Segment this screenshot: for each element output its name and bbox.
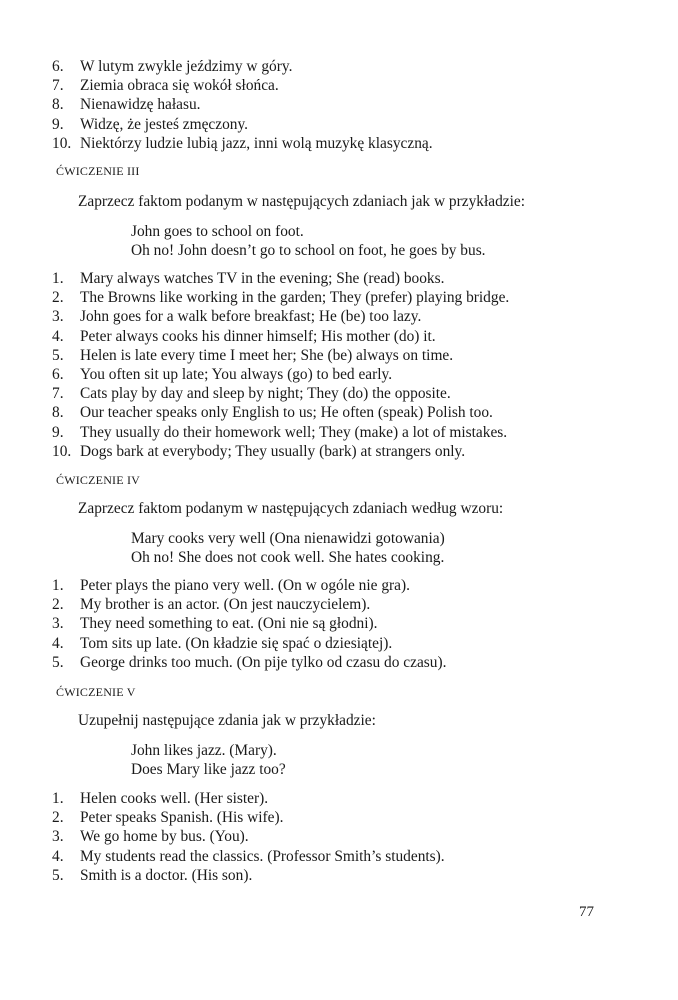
item-number: 3. <box>52 615 64 633</box>
item-text: W lutym zwykle jeździmy w góry. <box>80 58 293 75</box>
item-text: They need something to eat. (Oni nie są głodni). <box>80 615 378 633</box>
exercise-5-list <box>52 789 445 885</box>
item-number: 2. <box>52 289 64 307</box>
item-text: You often sit up late; You always (go) to bed early. <box>80 365 393 383</box>
item-number: 2. <box>52 596 64 614</box>
item-number: 10. <box>52 134 72 152</box>
item-text: They usually do their homework well; They (make) a lot of mistakes. <box>80 423 508 441</box>
item-text: Dogs bark at everybody; They usually (bark) at strangers only. <box>80 442 466 460</box>
list-item <box>52 307 509 326</box>
item-number: 8. <box>52 404 64 422</box>
list-item <box>52 847 445 866</box>
list-item <box>52 384 509 403</box>
item-text: Peter speaks Spanish. (His wife). <box>80 809 284 827</box>
list-item <box>52 57 433 76</box>
list-item <box>52 403 509 422</box>
exercise-4-instruction: Zaprzecz faktom podanym w następujących zdaniach według wzoru: <box>78 500 504 517</box>
exercise-4-example <box>131 529 445 568</box>
list-item <box>52 288 509 307</box>
item-number: 9. <box>52 423 64 441</box>
item-number: 6. <box>52 58 64 75</box>
item-text: My brother is an actor. (On jest nauczycielem). <box>80 596 371 614</box>
item-number: 7. <box>52 77 64 95</box>
list-item <box>52 827 445 846</box>
item-number: 4. <box>52 847 64 865</box>
item-number: 9. <box>52 115 64 133</box>
example-line: Mary cooks very well (Ona nienawidzi gotowania) <box>131 530 445 547</box>
item-number: 10. <box>52 442 72 460</box>
example-line: Oh no! She does not cook well. She hates cooking. <box>131 549 445 567</box>
item-number: 6. <box>52 365 64 383</box>
item-text: Widzę, że jesteś zmęczony. <box>80 115 249 133</box>
item-number: 5. <box>52 866 64 884</box>
list-item <box>52 595 446 614</box>
item-text: We go home by bus. (You). <box>80 828 249 846</box>
page-number: 77 <box>579 904 594 920</box>
item-text: Tom sits up late. (On kładzie się spać o dziesiątej). <box>80 634 393 652</box>
list-item <box>52 442 509 461</box>
exercise-5-heading: ĆWICZENIE V <box>56 685 136 699</box>
top-sentence-list <box>52 57 433 153</box>
list-item <box>52 134 433 153</box>
list-item <box>52 76 433 95</box>
exercise-4-heading: ĆWICZENIE IV <box>56 473 141 487</box>
item-text: Peter plays the piano very well. (On w ogóle nie gra). <box>80 577 410 594</box>
example-line: John goes to school on foot. <box>131 223 304 240</box>
example-line: Does Mary like jazz too? <box>131 761 286 779</box>
example-line: Oh no! John doesn’t go to school on foot, he goes by bus. <box>131 242 486 260</box>
item-number: 2. <box>52 809 64 827</box>
list-item <box>52 327 509 346</box>
list-item <box>52 423 509 442</box>
item-number: 4. <box>52 634 64 652</box>
list-item <box>52 614 446 633</box>
item-text: Smith is a doctor. (His son). <box>80 866 253 884</box>
item-text: John goes for a walk before breakfast; He (be) too lazy. <box>80 308 422 326</box>
item-number: 5. <box>52 346 64 364</box>
list-item <box>52 95 433 114</box>
list-item <box>52 808 445 827</box>
item-text: Cats play by day and sleep by night; They (do) the opposite. <box>80 385 451 403</box>
item-number: 5. <box>52 653 64 671</box>
list-item <box>52 866 445 885</box>
exercise-5-instruction: Uzupełnij następujące zdania jak w przykładzie: <box>78 712 376 729</box>
item-number: 3. <box>52 828 64 846</box>
item-number: 7. <box>52 385 64 403</box>
item-text: Nienawidzę hałasu. <box>80 96 201 114</box>
item-text: Ziemia obraca się wokół słońca. <box>80 77 279 95</box>
item-number: 1. <box>52 270 64 287</box>
list-item <box>52 115 433 134</box>
item-number: 8. <box>52 96 64 114</box>
item-text: Helen cooks well. (Her sister). <box>80 790 269 807</box>
item-text: George drinks too much. (On pije tylko od czasu do czasu). <box>80 653 447 671</box>
item-number: 1. <box>52 790 64 807</box>
item-text: My students read the classics. (Professor Smith’s students). <box>80 847 445 865</box>
exercise-3-list <box>52 269 509 461</box>
item-text: Mary always watches TV in the evening; She (read) books. <box>80 270 445 287</box>
list-item <box>52 789 445 808</box>
list-item <box>52 576 446 595</box>
list-item <box>52 365 509 384</box>
exercise-3-example <box>131 222 486 261</box>
exercise-4-list <box>52 576 446 672</box>
exercise-3-instruction: Zaprzecz faktom podanym w następujących zdaniach jak w przykładzie: <box>78 193 525 210</box>
list-item <box>52 653 446 672</box>
item-number: 4. <box>52 327 64 345</box>
item-text: The Browns like working in the garden; They (prefer) playing bridge. <box>80 289 510 307</box>
item-text: Our teacher speaks only English to us; He often (speak) Polish too. <box>80 404 493 422</box>
list-item <box>52 269 509 288</box>
item-text: Niektórzy ludzie lubią jazz, inni wolą muzykę klasyczną. <box>80 134 433 152</box>
exercise-5-example <box>131 741 286 780</box>
list-item <box>52 634 446 653</box>
item-text: Helen is late every time I meet her; She (be) always on time. <box>80 346 454 364</box>
example-line: John likes jazz. (Mary). <box>131 742 277 759</box>
item-text: Peter always cooks his dinner himself; His mother (do) it. <box>80 327 436 345</box>
item-number: 1. <box>52 577 64 594</box>
exercise-3-heading: ĆWICZENIE III <box>56 164 140 178</box>
item-number: 3. <box>52 308 64 326</box>
list-item <box>52 346 509 365</box>
